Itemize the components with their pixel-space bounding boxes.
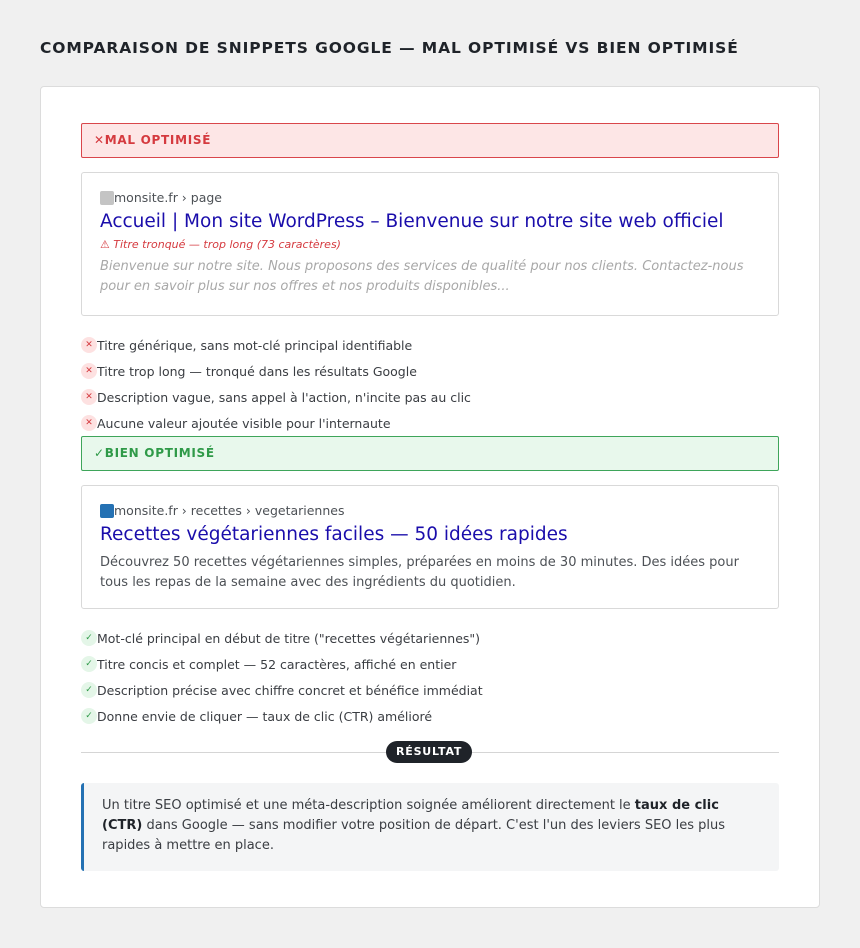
- good-snippet: [81, 485, 779, 609]
- bad-snippet-breadcrumb-row: [100, 189, 760, 206]
- good-points-list: [81, 625, 779, 729]
- result-badge: RÉSULTAT: [386, 741, 472, 763]
- list-item: [81, 384, 779, 410]
- list-item: [81, 410, 779, 436]
- check-icon: ✓: [81, 682, 97, 698]
- bad-snippet-breadcrumb: monsite.fr › page: [114, 190, 223, 205]
- check-icon: ✓: [81, 708, 97, 724]
- cross-icon: ✕: [81, 389, 97, 405]
- list-item: [81, 677, 779, 703]
- bad-banner: [81, 123, 779, 158]
- page-title: COMPARAISON DE SNIPPETS GOOGLE — MAL OPTIMISÉ VS BIEN OPTIMISÉ: [40, 39, 739, 57]
- list-item-text: Aucune valeur ajoutée visible pour l'internaute: [97, 415, 391, 431]
- list-item-text: Donne envie de cliquer — taux de clic (CTR) amélioré: [97, 708, 433, 724]
- bad-points-list: [81, 332, 779, 436]
- favicon-icon: [100, 191, 114, 205]
- cross-icon: ✕: [81, 415, 97, 431]
- good-snippet-title[interactable]: Recettes végétariennes faciles — 50 idées rapides: [100, 524, 568, 545]
- check-icon: ✓: [81, 630, 97, 646]
- bad-banner-label: MAL OPTIMISÉ: [104, 133, 212, 147]
- list-item: [81, 332, 779, 358]
- cross-icon: ✕: [81, 363, 97, 379]
- list-item-text: Titre trop long — tronqué dans les résultats Google: [97, 363, 417, 379]
- list-item-text: Description vague, sans appel à l'action, n'incite pas au clic: [97, 389, 471, 405]
- good-snippet-breadcrumb-row: [100, 502, 760, 519]
- list-item-text: Mot-clé principal en début de titre ("recettes végétariennes"): [97, 630, 481, 646]
- result-text-end: dans Google — sans modifier votre position de départ. C'est l'un des leviers SEO les plus rapides à mettre en place.: [102, 818, 726, 853]
- bad-snippet: [81, 172, 779, 316]
- list-item: [81, 358, 779, 384]
- good-snippet-description: Découvrez 50 recettes végétariennes simples, préparées en moins de 30 minutes. Des idées pour tous les repas de la semaine avec des ingrédients du quotidien.: [100, 555, 739, 590]
- result-text-start: Un titre SEO optimisé et une méta-description soignée améliorent directement le: [102, 798, 635, 813]
- check-icon: ✓: [94, 446, 105, 460]
- check-icon: ✓: [81, 656, 97, 672]
- good-snippet-breadcrumb: monsite.fr › recettes › vegetariennes: [114, 503, 345, 518]
- good-banner-label: BIEN OPTIMISÉ: [104, 446, 215, 460]
- cross-icon: ✕: [81, 337, 97, 353]
- bad-snippet-description: Bienvenue sur notre site. Nous proposons des services de qualité pour nos clients. Contactez-nous pour en savoir plus sur nos offres et nos produits disponibles...: [100, 259, 744, 294]
- list-item-text: Titre concis et complet — 52 caractères, affiché en entier: [97, 656, 457, 672]
- list-item: [81, 625, 779, 651]
- comparison-card: [40, 86, 820, 908]
- cross-icon: ✕: [94, 133, 105, 147]
- favicon-icon: [100, 504, 114, 518]
- result-text-highlight: taux de clic (CTR): [102, 798, 719, 833]
- list-item: [81, 703, 779, 729]
- list-item-text: Description précise avec chiffre concret et bénéfice immédiat: [97, 682, 483, 698]
- truncation-warning: ⚠ Titre tronqué — trop long (73 caractères): [100, 238, 341, 251]
- bad-snippet-title[interactable]: Accueil | Mon site WordPress – Bienvenue sur notre site web officiel: [100, 211, 724, 232]
- good-banner: [81, 436, 779, 471]
- list-item: [81, 651, 779, 677]
- result-callout: [81, 783, 779, 871]
- list-item-text: Titre générique, sans mot-clé principal identifiable: [97, 337, 413, 353]
